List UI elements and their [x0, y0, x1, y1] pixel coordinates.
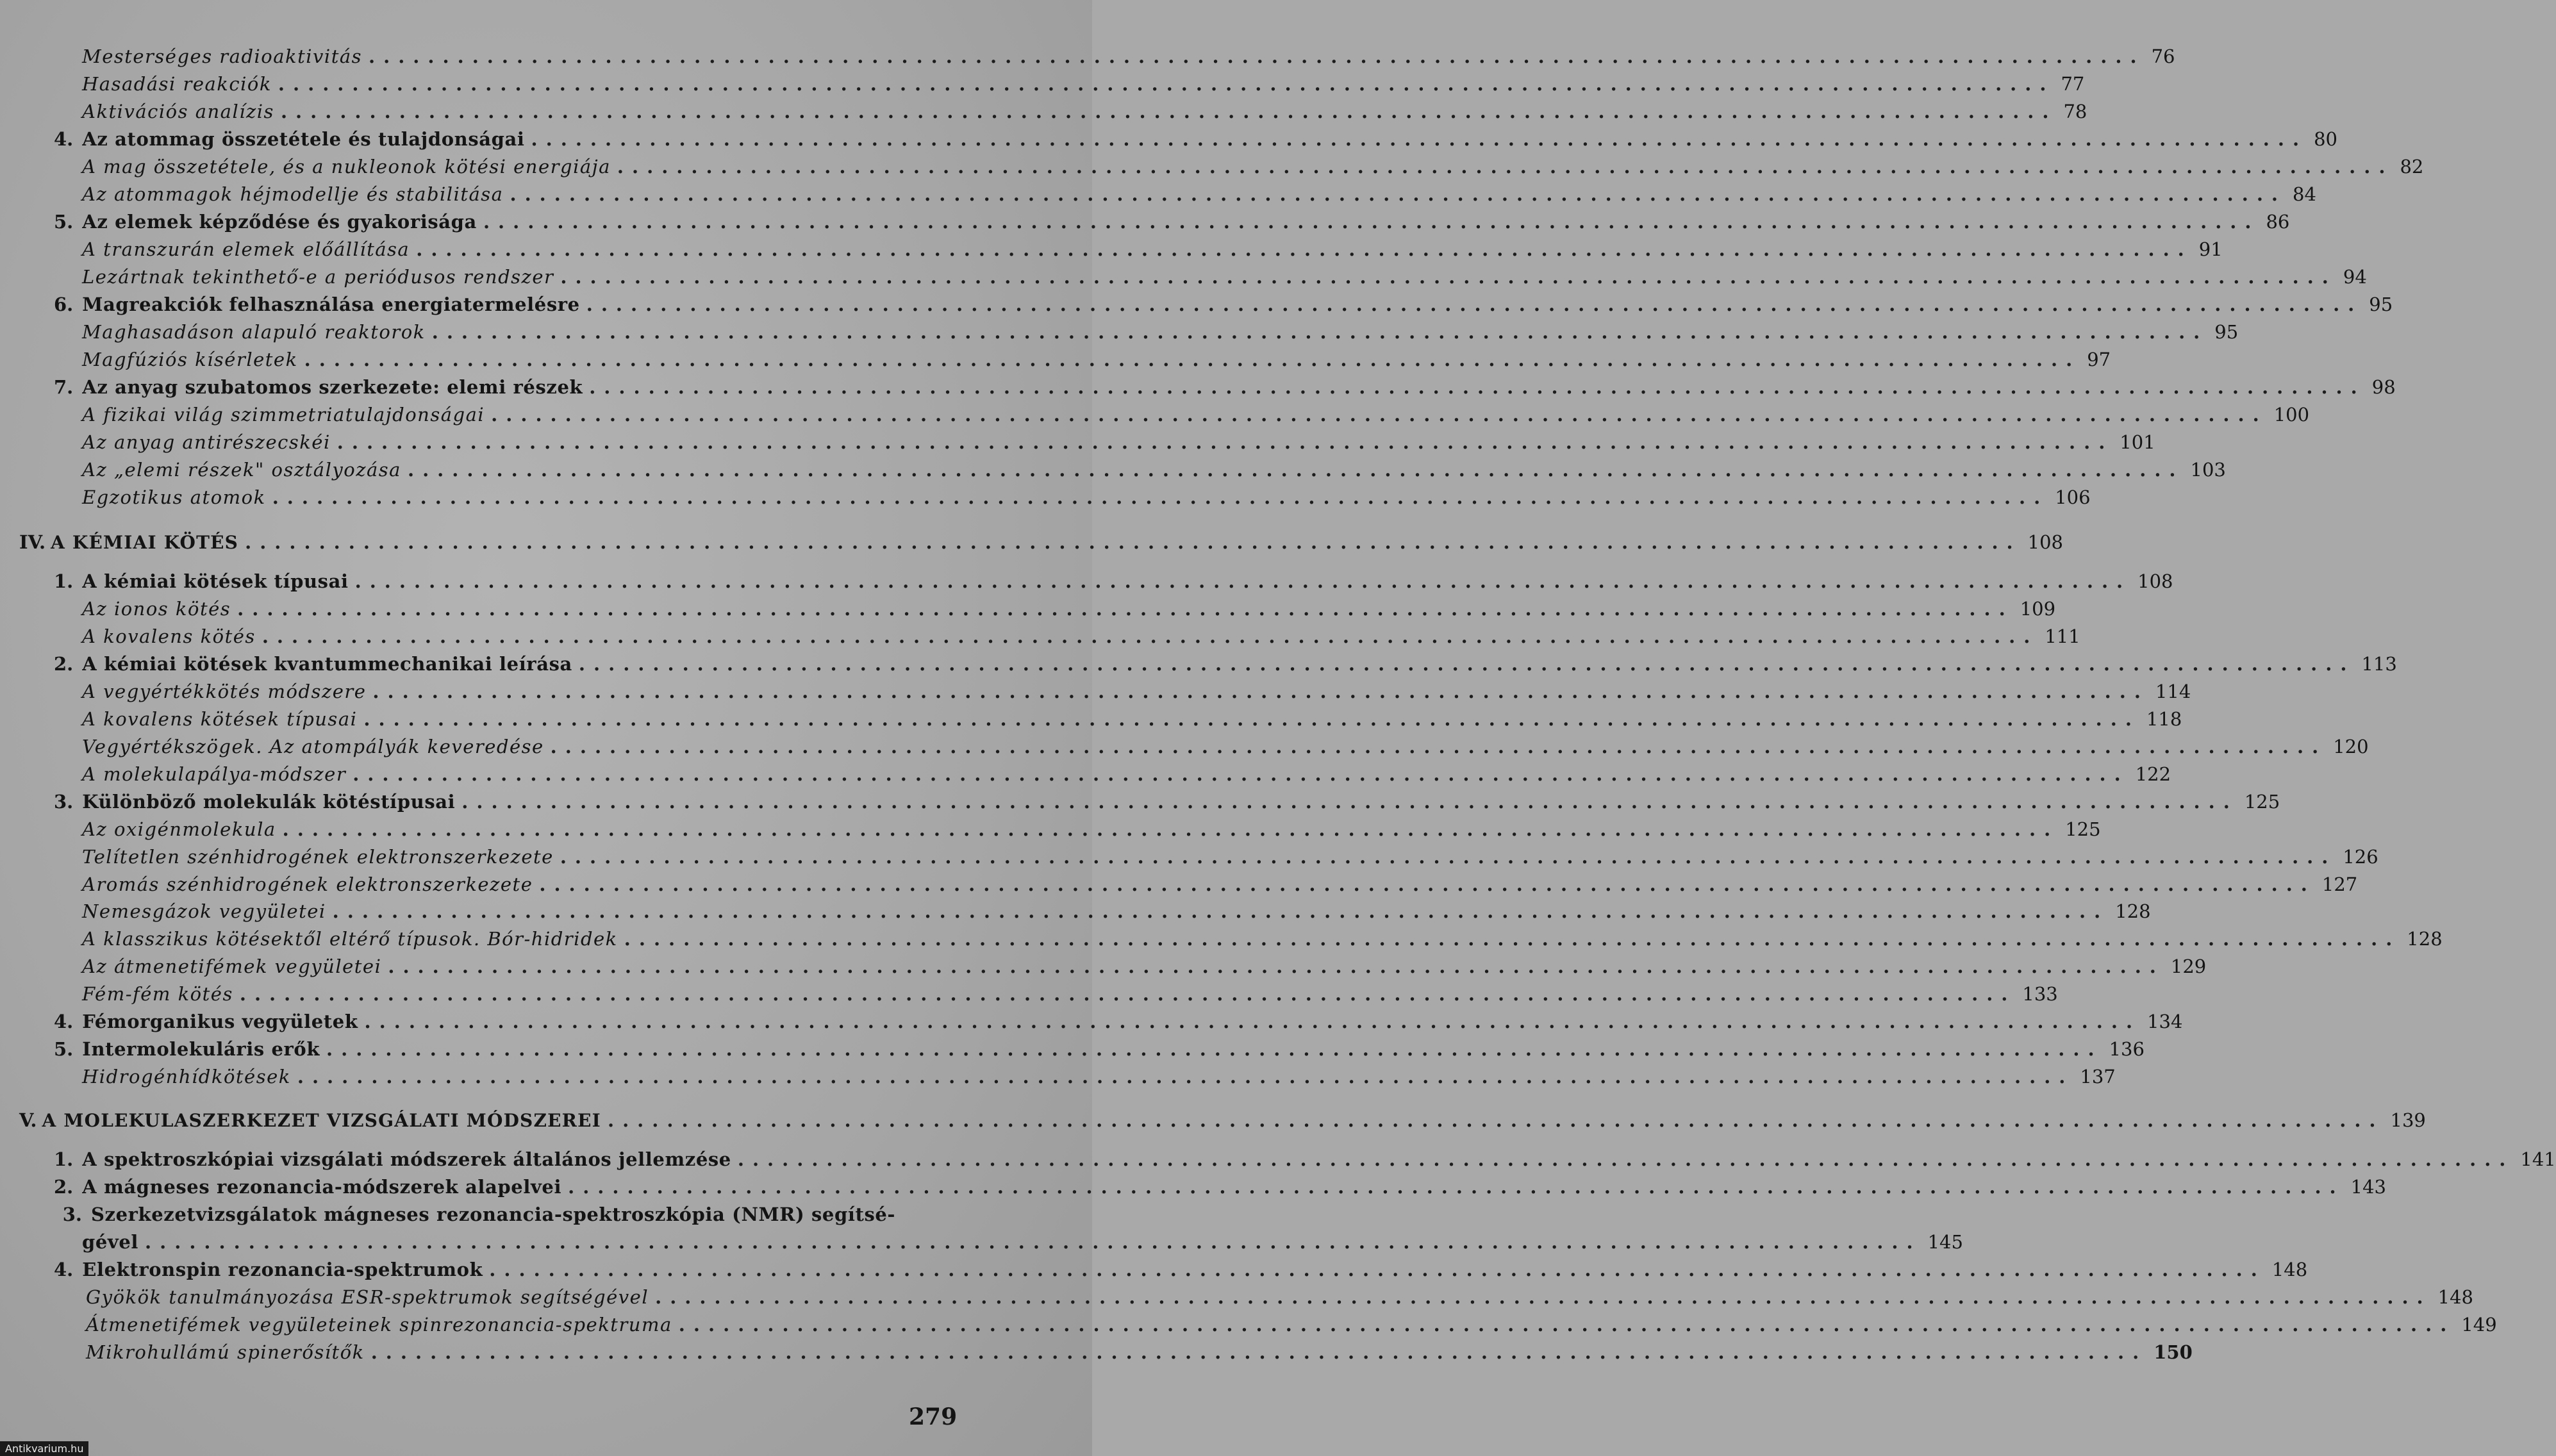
toc-entry	[82, 981, 2058, 1007]
toc-entry	[54, 126, 2337, 152]
toc-title: Az anyag szubatomos szerkezete: elemi részek	[82, 376, 583, 398]
toc-page-number: 122	[2135, 763, 2171, 785]
toc-title: Az átmenetifémek vegyületei	[82, 956, 382, 977]
toc-page-number: 133	[2022, 983, 2058, 1005]
page-number: 279	[909, 1403, 958, 1430]
toc-title: Vegyértékszögek. Az atompályák keveredése	[82, 736, 544, 757]
dot-leader: ........................................................................................................................	[655, 1286, 2432, 1308]
toc-entry	[54, 789, 2280, 815]
toc-entry	[82, 71, 2085, 97]
toc-title: Az anyag antirészecskéi	[82, 431, 331, 453]
toc-page-number: 109	[2020, 598, 2056, 620]
dot-leader: ........................................................................................................................	[586, 294, 2363, 315]
dot-leader: ........................................................................................................................	[431, 321, 2209, 343]
toc-page-number: 95	[2369, 294, 2393, 315]
toc-entry	[82, 484, 2091, 510]
toc-title: A MOLEKULASZERKEZET VIZSGÁLATI MÓDSZEREI	[42, 1110, 601, 1131]
dot-leader: ........................................................................................................................	[353, 763, 2129, 785]
toc-page-number: 113	[2361, 653, 2397, 675]
dot-leader: ........................................................................................................................	[326, 1038, 2103, 1060]
toc-page-number: 127	[2321, 873, 2358, 895]
toc-page-number: 137	[2080, 1066, 2116, 1088]
toc-title: Az „elemi részek" osztályozása	[82, 459, 401, 481]
toc-entry	[86, 1284, 2474, 1310]
toc-title: Aromás szénhidrogének elektronszerkezete	[82, 873, 533, 895]
toc-title: A molekulapálya-módszer	[82, 763, 347, 785]
toc-entry	[86, 1312, 2497, 1337]
toc-entry	[82, 954, 2207, 979]
dot-leader: ........................................................................................................................	[461, 791, 2238, 813]
toc-number: 6.	[54, 294, 74, 315]
toc-entry	[82, 181, 2316, 207]
toc-page-number: 76	[2151, 46, 2175, 67]
toc-title: Az elemek képződése és gyakorisága	[82, 211, 477, 233]
toc-title: Telítetlen szénhidrogének elektronszerkezete	[82, 846, 554, 868]
toc-number: 3.	[62, 1204, 82, 1225]
dot-leader: ........................................................................................................................	[416, 238, 2193, 260]
toc-entry	[82, 706, 2182, 732]
dot-leader: ........................................................................................................................	[282, 818, 2059, 840]
toc-entry	[82, 872, 2358, 897]
toc-entry	[82, 596, 2056, 622]
toc-title: Az ionos kötés	[82, 598, 231, 620]
toc-title: Az atommagok héjmodellje és stabilitása	[82, 183, 504, 205]
dot-leader: ........................................................................................................................	[261, 625, 2039, 647]
toc-title: Aktivációs analízis	[82, 101, 274, 122]
toc-title: Magreakciók felhasználása energiatermelésre	[82, 294, 580, 315]
toc-title: Az oxigénmolekula	[82, 818, 276, 840]
toc-page-number: 77	[2061, 73, 2085, 95]
toc-entry	[82, 1229, 1963, 1255]
dot-leader: ........................................................................................................................	[245, 531, 2021, 553]
toc-entry	[82, 844, 2378, 870]
toc-page-number: 91	[2198, 238, 2223, 260]
toc-title: Mikrohullámú spinerősítők	[86, 1341, 365, 1363]
toc-title: A transzurán elemek előállítása	[82, 238, 410, 260]
toc-title: Maghasadáson alapuló reaktorok	[82, 321, 426, 343]
toc-number: 1.	[54, 1148, 74, 1170]
toc-entry	[82, 734, 2369, 759]
toc-number: 2.	[54, 653, 74, 675]
toc-number: IV.	[19, 531, 46, 553]
dot-leader: ........................................................................................................................	[278, 73, 2055, 95]
dot-leader: ........................................................................................................................	[607, 1109, 2384, 1131]
toc-entry	[54, 1202, 955, 1227]
dot-leader: ........................................................................................................................	[578, 653, 2355, 675]
toc-entry	[54, 209, 2290, 235]
toc-title: gével	[82, 1231, 139, 1253]
toc-title: A spektroszkópiai vizsgálati módszerek általános jellemzése	[82, 1148, 731, 1170]
toc-title: A kémiai kötések kvantummechanikai leírása	[82, 653, 572, 675]
toc-title: Egzotikus atomok	[82, 486, 266, 508]
toc-title: Gyökök tanulmányozása ESR-spektrumok segítségével	[86, 1286, 649, 1308]
toc-entry	[54, 1009, 2183, 1034]
toc-entry	[82, 624, 2080, 649]
toc-number: 3.	[54, 791, 74, 813]
dot-leader: ........................................................................................................................	[489, 1259, 2266, 1280]
dot-leader: ........................................................................................................................	[737, 1148, 2514, 1170]
dot-leader: ........................................................................................................................	[332, 900, 2109, 922]
toc-page-number: 103	[2190, 459, 2226, 481]
toc-entry	[82, 1064, 2116, 1089]
toc-page-number: 134	[2147, 1011, 2183, 1032]
toc-entry	[82, 154, 2424, 179]
toc-title: Fémorganikus vegyületek	[82, 1011, 358, 1032]
toc-title: A kovalens kötés	[82, 625, 256, 647]
dot-leader: ........................................................................................................................	[336, 431, 2114, 453]
toc-page-number: 120	[2333, 736, 2369, 757]
dot-leader: ........................................................................................................................	[272, 486, 2049, 508]
toc-page-number: 129	[2170, 956, 2207, 977]
toc-entry	[54, 1146, 2556, 1172]
toc-entry	[54, 292, 2393, 317]
toc-entry	[54, 374, 2396, 400]
dot-leader: ........................................................................................................................	[370, 1341, 2148, 1363]
dot-leader: ........................................................................................................................	[483, 211, 2260, 233]
toc-entry	[82, 99, 2087, 124]
toc-page-number: 141	[2520, 1148, 2556, 1170]
toc-number: 4.	[54, 128, 74, 150]
dot-leader: ........................................................................................................................	[407, 459, 2184, 481]
toc-number: 4.	[54, 1259, 74, 1280]
dot-leader: ........................................................................................................................	[237, 598, 2014, 620]
toc-page-number: 98	[2371, 376, 2396, 398]
toc-page-number: 86	[2266, 211, 2290, 233]
dot-leader: ........................................................................................................................	[297, 1066, 2074, 1088]
toc-entry	[54, 568, 2173, 594]
toc-page-number: 128	[2407, 928, 2443, 950]
toc-page-number: 100	[2273, 404, 2310, 426]
dot-leader: ........................................................................................................................	[589, 376, 2366, 398]
toc-title: Intermolekuláris erők	[82, 1038, 320, 1060]
dot-leader: ........................................................................................................................	[388, 956, 2164, 977]
toc-page-number: 150	[2154, 1341, 2193, 1363]
toc-title: A fizikai világ szimmetriatulajdonságai	[82, 404, 485, 426]
toc-entry	[82, 457, 2226, 483]
toc-title: A kémiai kötések típusai	[82, 570, 349, 592]
toc-page-number: 143	[2350, 1176, 2387, 1198]
toc-page-number: 125	[2244, 791, 2280, 813]
toc-entry	[82, 816, 2101, 842]
toc-title: Hasadási reakciók	[82, 73, 272, 95]
toc-page-number: 126	[2343, 846, 2378, 868]
dot-leader: ........................................................................................................................	[510, 183, 2287, 205]
dot-leader: ........................................................................................................................	[372, 681, 2149, 702]
toc-entry	[86, 1339, 2193, 1365]
toc-entry	[82, 761, 2171, 787]
toc-page-number: 128	[2115, 900, 2151, 922]
toc-page-number: 108	[2027, 531, 2063, 553]
toc-page-number: 136	[2109, 1038, 2145, 1060]
dot-leader: ........................................................................................................................	[560, 266, 2337, 288]
toc-page-number: 139	[2390, 1109, 2426, 1131]
dot-leader: ........................................................................................................................	[491, 404, 2268, 426]
toc-title: Mesterséges radioaktivitás	[82, 46, 363, 67]
toc-page-number: 148	[2271, 1259, 2308, 1280]
toc-entry	[54, 1036, 2145, 1062]
toc-entry	[82, 264, 2367, 290]
toc-entry	[82, 319, 2239, 345]
toc-entry	[54, 1257, 2308, 1282]
toc-entry	[82, 926, 2443, 952]
toc-page-number: 111	[2045, 625, 2080, 647]
toc-number: 1.	[54, 570, 74, 592]
dot-leader: ........................................................................................................................	[560, 846, 2337, 868]
toc-title: Magfúziós kísérletek	[82, 349, 298, 370]
dot-leader: ........................................................................................................................	[364, 1011, 2141, 1032]
toc-number: 4.	[54, 1011, 74, 1032]
toc-page-number: 78	[2063, 101, 2087, 122]
toc-number: 7.	[54, 376, 74, 398]
toc-page-number: 108	[2137, 570, 2173, 592]
dot-leader: ........................................................................................................................	[678, 1314, 2455, 1336]
dot-leader: ........................................................................................................................	[304, 349, 2081, 370]
toc-title: A mágneses rezonancia-módszerek alapelvei	[82, 1176, 562, 1198]
toc-page-number: 95	[2214, 321, 2239, 343]
dot-leader: ........................................................................................................................	[239, 983, 2016, 1005]
toc-title: A kovalens kötések típusai	[82, 708, 358, 730]
toc-entry	[54, 1174, 2387, 1200]
dot-leader: ........................................................................................................................	[531, 128, 2308, 150]
toc-title: Az atommag összetétele és tulajdonságai	[82, 128, 525, 150]
toc-entry	[82, 402, 2310, 427]
toc-page-number: 125	[2065, 818, 2101, 840]
toc-title: A KÉMIAI KÖTÉS	[51, 532, 239, 553]
toc-title: Elektronspin rezonancia-spektrumok	[82, 1259, 483, 1280]
toc-page-number: 97	[2087, 349, 2111, 370]
toc-title: Átmenetifémek vegyületeinek spinrezonancia-spektruma	[86, 1314, 672, 1336]
toc-entry	[82, 236, 2223, 262]
toc-title: A vegyértékkötés módszere	[82, 681, 367, 702]
toc-entry	[82, 429, 2155, 455]
toc-title: Nemesgázok vegyületei	[82, 900, 326, 922]
toc-page-number: 148	[2437, 1286, 2474, 1308]
toc-number: 5.	[54, 1038, 74, 1060]
toc-title: A mag összetétele, és a nukleonok kötési energiája	[82, 156, 611, 178]
toc-entry	[54, 651, 2397, 677]
dot-leader: ........................................................................................................................	[624, 928, 2401, 950]
toc-title: Fém-fém kötés	[82, 983, 233, 1005]
dot-leader: ........................................................................................................................	[145, 1231, 1921, 1253]
toc-title: Hidrogénhídkötések	[82, 1066, 291, 1088]
toc-number: 5.	[54, 211, 74, 233]
toc-number: 2.	[54, 1176, 74, 1198]
dot-leader: ........................................................................................................................	[539, 873, 2316, 895]
toc-page-number: 114	[2155, 681, 2191, 702]
toc-page-number: 106	[2055, 486, 2091, 508]
dot-leader: ........................................................................................................................	[550, 736, 2327, 757]
toc-entry	[82, 347, 2111, 372]
toc-page-number: 118	[2146, 708, 2182, 730]
dot-leader: ........................................................................................................................	[369, 46, 2145, 67]
toc-page-number: 149	[2461, 1314, 2497, 1336]
dot-leader: ........................................................................................................................	[354, 570, 2132, 592]
watermark: Antikvarium.hu	[0, 1441, 88, 1456]
dot-leader: ........................................................................................................................	[568, 1176, 2344, 1198]
toc-page-number: 80	[2314, 128, 2337, 150]
toc-title: Lezártnak tekinthető-e a periódusos rendszer	[82, 266, 554, 288]
toc-number: V.	[19, 1109, 37, 1131]
dot-leader: ........................................................................................................................	[280, 101, 2057, 122]
toc-entry	[19, 1107, 2426, 1133]
toc-entry	[82, 898, 2151, 924]
toc-entry	[19, 529, 2063, 555]
toc-page-number: 145	[1927, 1231, 1963, 1253]
dot-leader: ........................................................................................................................	[617, 156, 2394, 178]
dot-leader: ........................................................................................................................	[363, 708, 2140, 730]
toc-title: Különböző molekulák kötéstípusai	[82, 791, 456, 813]
toc-page-number: 82	[2400, 156, 2424, 178]
toc-page-number: 94	[2343, 266, 2367, 288]
toc-entry	[82, 44, 2175, 69]
toc-title: A klasszikus kötésektől eltérő típusok. Bór-hidridek	[82, 928, 618, 950]
toc-title: Szerkezetvizsgálatok mágneses rezonancia-spektroszkópia (NMR) segítsé-	[91, 1204, 896, 1225]
toc-entry	[82, 679, 2191, 704]
toc-page-number: 84	[2293, 183, 2316, 205]
toc-page-number: 101	[2120, 431, 2155, 453]
